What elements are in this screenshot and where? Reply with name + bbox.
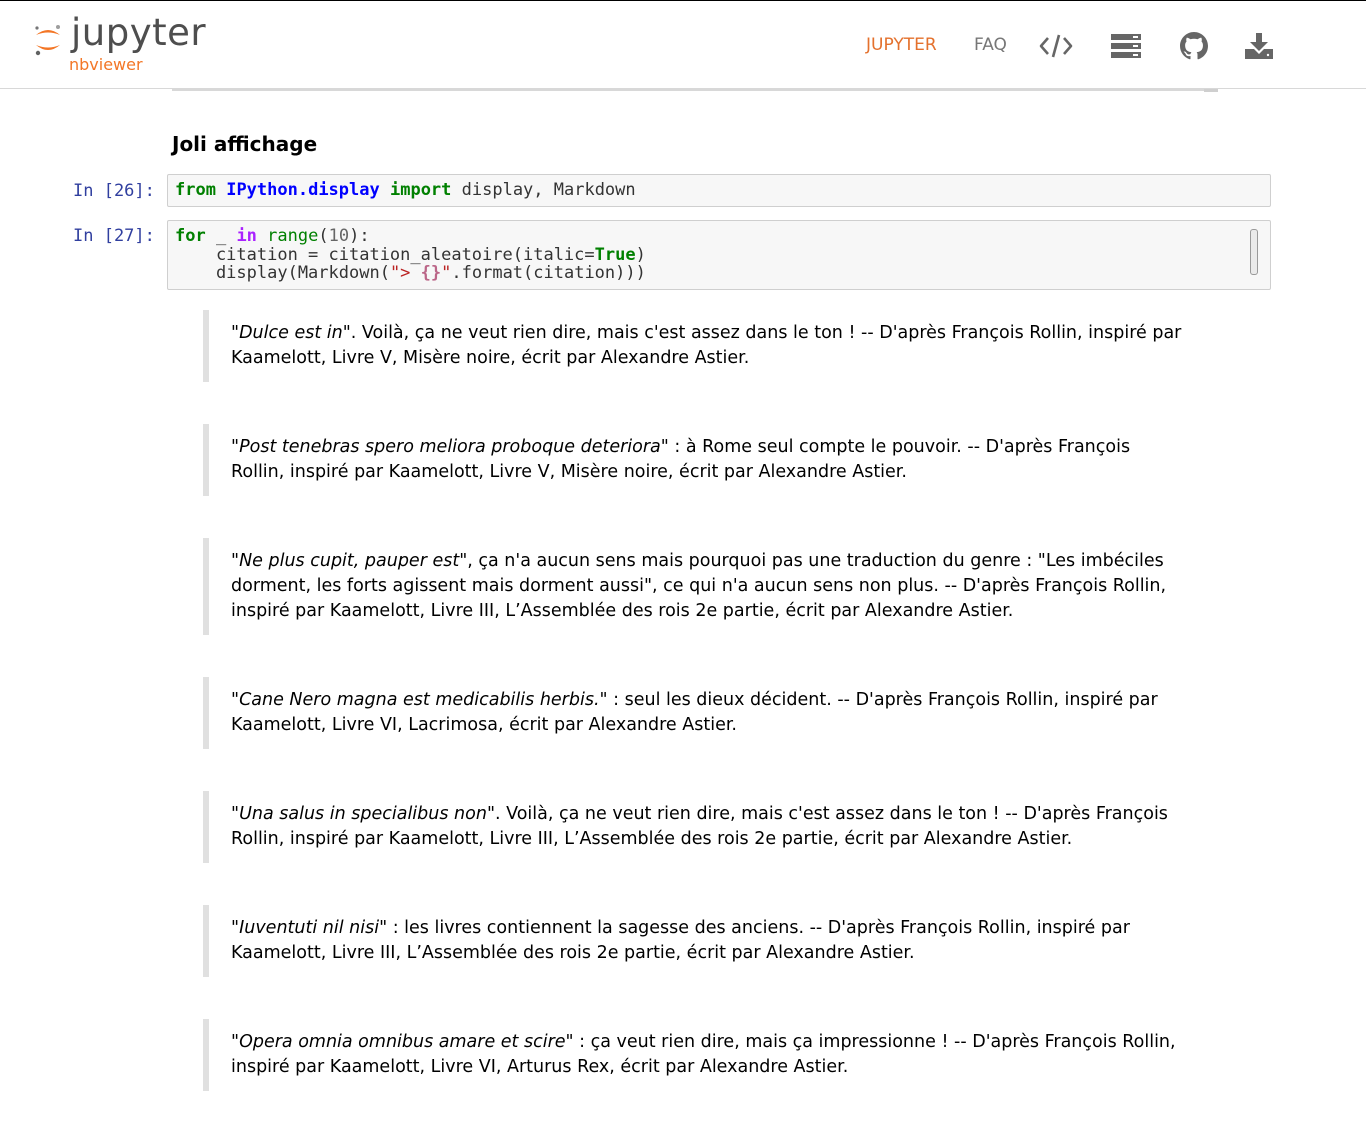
- keyword-import: import: [389, 180, 452, 200]
- quote-text: ". Voilà, ça ne veut rien dire, mais c'est assez dans le ton ! -- D'après François Rollin, inspiré par Kaamelott, Livre III, L’Assemblée des rois 2e partie, écrit par Alexandre Astier.: [231, 804, 1168, 849]
- output-blockquote: "Opera omnia omnibus amare et scire" : ça veut rien dire, mais ça impressionne ! -- D'après François Rollin, inspiré par Kaamelott, Livre VI, Arturus Rex, écrit par Alexandre Astier.: [203, 1019, 1183, 1091]
- latin-quote: Ne plus cupit, pauper est: [239, 551, 460, 571]
- module-name: IPython.display: [226, 180, 380, 200]
- latin-quote: Iuventuti nil nisi: [239, 918, 380, 938]
- quote-text: " : seul les dieux décident. -- D'après François Rollin, inspiré par Kaamelott, Livre VI, Lacrimosa, écrit par Alexandre Astier.: [231, 690, 1158, 735]
- quote-text: " : à Rome seul compte le pouvoir. -- D'après François Rollin, inspiré par Kaamelott, Livre V, Misère noire, écrit par Alexandre Astier.: [231, 437, 1131, 482]
- server-icon[interactable]: [1108, 29, 1144, 63]
- latin-quote: Post tenebras spero meliora proboque deteriora: [239, 437, 661, 457]
- nav-link-faq[interactable]: FAQ: [974, 35, 1007, 55]
- latin-quote: Una salus in specialibus non: [239, 804, 487, 824]
- previous-cell-edge: [172, 89, 1218, 91]
- cell-outputs: [203, 310, 1183, 1133]
- brand-name: jupyter: [71, 11, 207, 54]
- section-heading: Joli affichage: [172, 132, 318, 156]
- code-icon[interactable]: [1038, 29, 1074, 63]
- cell-prompt: In [27]:: [73, 226, 155, 246]
- jupyter-brand-link[interactable]: [33, 11, 213, 79]
- output-blockquote: "Post tenebras spero meliora proboque deteriora" : à Rome seul compte le pouvoir. -- D'après François Rollin, inspiré par Kaamelott, Livre V, Misère noire, écrit par Alexandre Astier.: [203, 424, 1183, 496]
- quote-text: " : ça veut rien dire, mais ça impressionne ! -- D'après François Rollin, inspiré par Kaamelott, Livre VI, Arturus Rex, écrit par Alexandre Astier.: [231, 1032, 1176, 1077]
- top-navbar: [0, 0, 1366, 89]
- string-literal: "> {}": [389, 263, 452, 283]
- github-icon[interactable]: [1176, 29, 1212, 63]
- latin-quote: Opera omnia omnibus amare et scire: [239, 1032, 566, 1052]
- latin-quote: Cane Nero magna est medicabilis herbis.: [239, 690, 600, 710]
- builtin-range: range: [267, 226, 319, 246]
- quote-text: " : les livres contiennent la sagesse des anciens. -- D'après François Rollin, inspiré par Kaamelott, Livre III, L’Assemblée des rois 2e partie, écrit par Alexandre Astier.: [231, 918, 1130, 963]
- quote-text: ", ça n'a aucun sens mais pourquoi pas une traduction du genre : "Les imbéciles dorment, les forts agissent mais dorment aussi", ce qui n'a aucun sens non plus. -- D'après François Rollin, inspiré par Kaamelott, Livre III, L’Assemblée des rois 2e partie, écrit par Alexandre Astier.: [231, 551, 1167, 621]
- output-blockquote: "Dulce est in". Voilà, ça ne veut rien dire, mais c'est assez dans le ton ! -- D'après François Rollin, inspiré par Kaamelott, Livre V, Misère noire, écrit par Alexandre Astier.: [203, 310, 1183, 382]
- jupyter-logo-icon: [33, 23, 63, 57]
- cell-prompt: In [26]:: [73, 181, 155, 201]
- code-cell-loop[interactable]: for _ in range(10): citation = citation_aleatoire(italic=True) display(Markdown("> {}".format(citation))): [167, 220, 1271, 290]
- previous-cell-scroll-edge: [1204, 89, 1218, 92]
- keyword-for: for: [175, 226, 206, 246]
- keyword-in: in: [236, 226, 257, 246]
- download-icon[interactable]: [1241, 29, 1277, 63]
- code-cell-import[interactable]: from IPython.display import display, Markdown: [167, 174, 1271, 207]
- quote-text: ". Voilà, ça ne veut rien dire, mais c'est assez dans le ton ! -- D'après François Rollin, inspiré par Kaamelott, Livre V, Misère noire, écrit par Alexandre Astier.: [231, 323, 1182, 368]
- output-blockquote: "Ne plus cupit, pauper est", ça n'a aucun sens mais pourquoi pas une traduction du genre : "Les imbéciles dorment, les forts agissent mais dorment aussi", ce qui n'a aucun sens non plus. -- D'après François Rollin, inspiré par Kaamelott, Livre III, L’Assemblée des rois 2e partie, écrit par Alexandre Astier.: [203, 538, 1183, 635]
- output-blockquote: "Una salus in specialibus non". Voilà, ça ne veut rien dire, mais c'est assez dans le ton ! -- D'après François Rollin, inspiré par Kaamelott, Livre III, L’Assemblée des rois 2e partie, écrit par Alexandre Astier.: [203, 791, 1183, 863]
- keyword-true: True: [594, 244, 636, 265]
- keyword-from: from: [175, 180, 216, 200]
- brand-subtitle: nbviewer: [69, 55, 143, 74]
- output-blockquote: "Iuventuti nil nisi" : les livres contiennent la sagesse des anciens. -- D'après François Rollin, inspiré par Kaamelott, Livre III, L’Assemblée des rois 2e partie, écrit par Alexandre Astier.: [203, 905, 1183, 977]
- latin-quote: Dulce est in: [239, 323, 343, 343]
- code-scrollbar[interactable]: [1250, 229, 1258, 275]
- output-blockquote: "Cane Nero magna est medicabilis herbis." : seul les dieux décident. -- D'après François Rollin, inspiré par Kaamelott, Livre VI, Lacrimosa, écrit par Alexandre Astier.: [203, 677, 1183, 749]
- nav-link-jupyter[interactable]: JUPYTER: [866, 35, 937, 55]
